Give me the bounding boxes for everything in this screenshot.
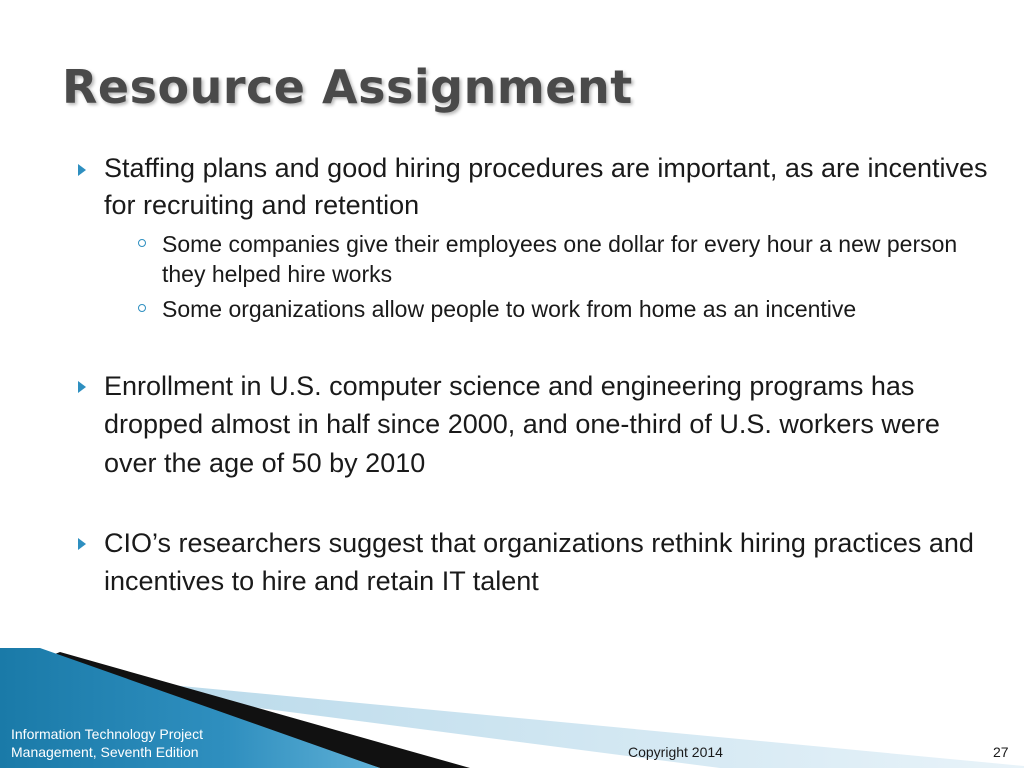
right-triangle-arrow-icon <box>78 164 86 176</box>
bullet-text: Enrollment in U.S. computer science and engineering programs has dropped almost in half since 2000, and one-third of U.S. workers were over the age of 50 by 2010 <box>104 370 940 478</box>
footer-book-line: Information Technology Project <box>11 726 203 742</box>
sub-bullet-text: Some companies give their employees one dollar for every hour a new person they helped hire works <box>162 230 958 288</box>
right-triangle-arrow-icon <box>78 381 86 393</box>
bullet-text: CIO’s researchers suggest that organizations rethink hiring practices and incentives to hire and retain IT talent <box>104 527 974 597</box>
slide-title: Resource Assignment <box>62 60 633 114</box>
sub-bullet-item <box>104 294 994 325</box>
hollow-circle-icon <box>138 239 146 247</box>
sub-bullet-item <box>104 229 994 291</box>
bullet-text: Staffing plans and good hiring procedures are important, as are incentives for recruiting and retention <box>104 153 988 221</box>
bullet-item <box>74 524 994 601</box>
sub-bullet-text: Some organizations allow people to work from home as an incentive <box>162 296 857 323</box>
hollow-circle-icon <box>138 304 146 312</box>
footer-book-title <box>11 725 291 761</box>
footer-book-line: Management, Seventh Edition <box>11 744 199 760</box>
slide-number: 27 <box>993 744 1009 760</box>
footer-copyright: Copyright 2014 <box>628 744 723 760</box>
right-triangle-arrow-icon <box>78 538 86 550</box>
sub-bullet-list <box>104 229 994 325</box>
slide-body <box>74 150 994 601</box>
bullet-item <box>74 150 994 325</box>
bullet-item <box>74 367 994 482</box>
